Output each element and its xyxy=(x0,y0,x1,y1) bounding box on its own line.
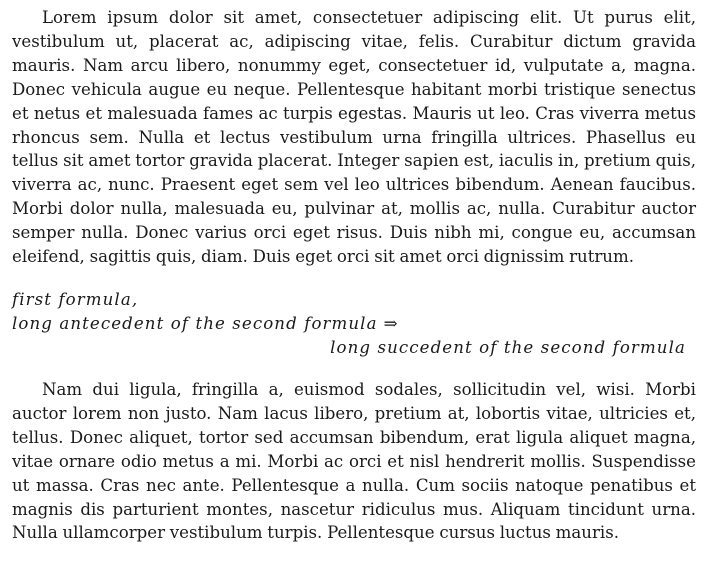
formula-block xyxy=(12,288,696,360)
paragraph-nam-dui: Nam dui ligula, fringilla a, euismod sodales, sollicitudin vel, wisi. Morbi auctor lorem non justo. Nam lacus libero, pretium at, lobortis vitae, ultricies et, tellus. Donec aliquet, tortor sed accumsan bibendum, erat ligula aliquet magna, vitae ornare odio metus a mi. Morbi ac orci et nisl hendrerit mollis. Suspendisse ut massa. Cras nec ante. Pellentesque a nulla. Cum sociis natoque penatibus et magnis dis parturient montes, nascetur ridiculus mus. Aliquam tincidunt urna. Nulla ullamcorper vestibulum turpis. Pellentesque cursus luctus mauris. xyxy=(12,379,696,543)
formula-succedent-line xyxy=(12,336,696,360)
antecedent-text: long antecedent of the second formula xyxy=(12,313,378,333)
document-page xyxy=(12,6,696,545)
formula-antecedent-line xyxy=(12,312,696,336)
paragraph-lorem-ipsum: Lorem ipsum dolor sit amet, consectetuer adipiscing elit. Ut purus elit, vestibulum ut, placerat ac, adipiscing vitae, felis. Curabitur dictum gravida mauris. Nam arcu libero, nonummy eget, consectetuer id, vulputate a, magna. Donec vehicula augue eu neque. Pellentesque habitant morbi tristique senectus et netus et malesuada fames ac turpis egestas. Mauris ut leo. Cras viverra metus rhoncus sem. Nulla et lectus vestibulum urna fringilla ultrices. Phasellus eu tellus sit amet tortor gravida placerat. Integer sapien est, iaculis in, pretium quis, viverra ac, nunc. Praesent eget sem vel leo ultrices bibendum. Aenean faucibus. Morbi dolor nulla, malesuada eu, pulvinar at, mollis ac, nulla. Curabitur auctor semper nulla. Donec varius orci eget risus. Duis nibh mi, congue eu, accumsan eleifend, sagittis quis, diam. Duis eget orci sit amet orci dignissim rutrum. xyxy=(12,8,696,267)
first-formula-text: first formula, xyxy=(12,289,139,309)
succedent-text: long succedent of the second formula xyxy=(330,337,686,357)
formula-first-line xyxy=(12,288,696,312)
implies-arrow: ⇒ xyxy=(383,313,398,333)
